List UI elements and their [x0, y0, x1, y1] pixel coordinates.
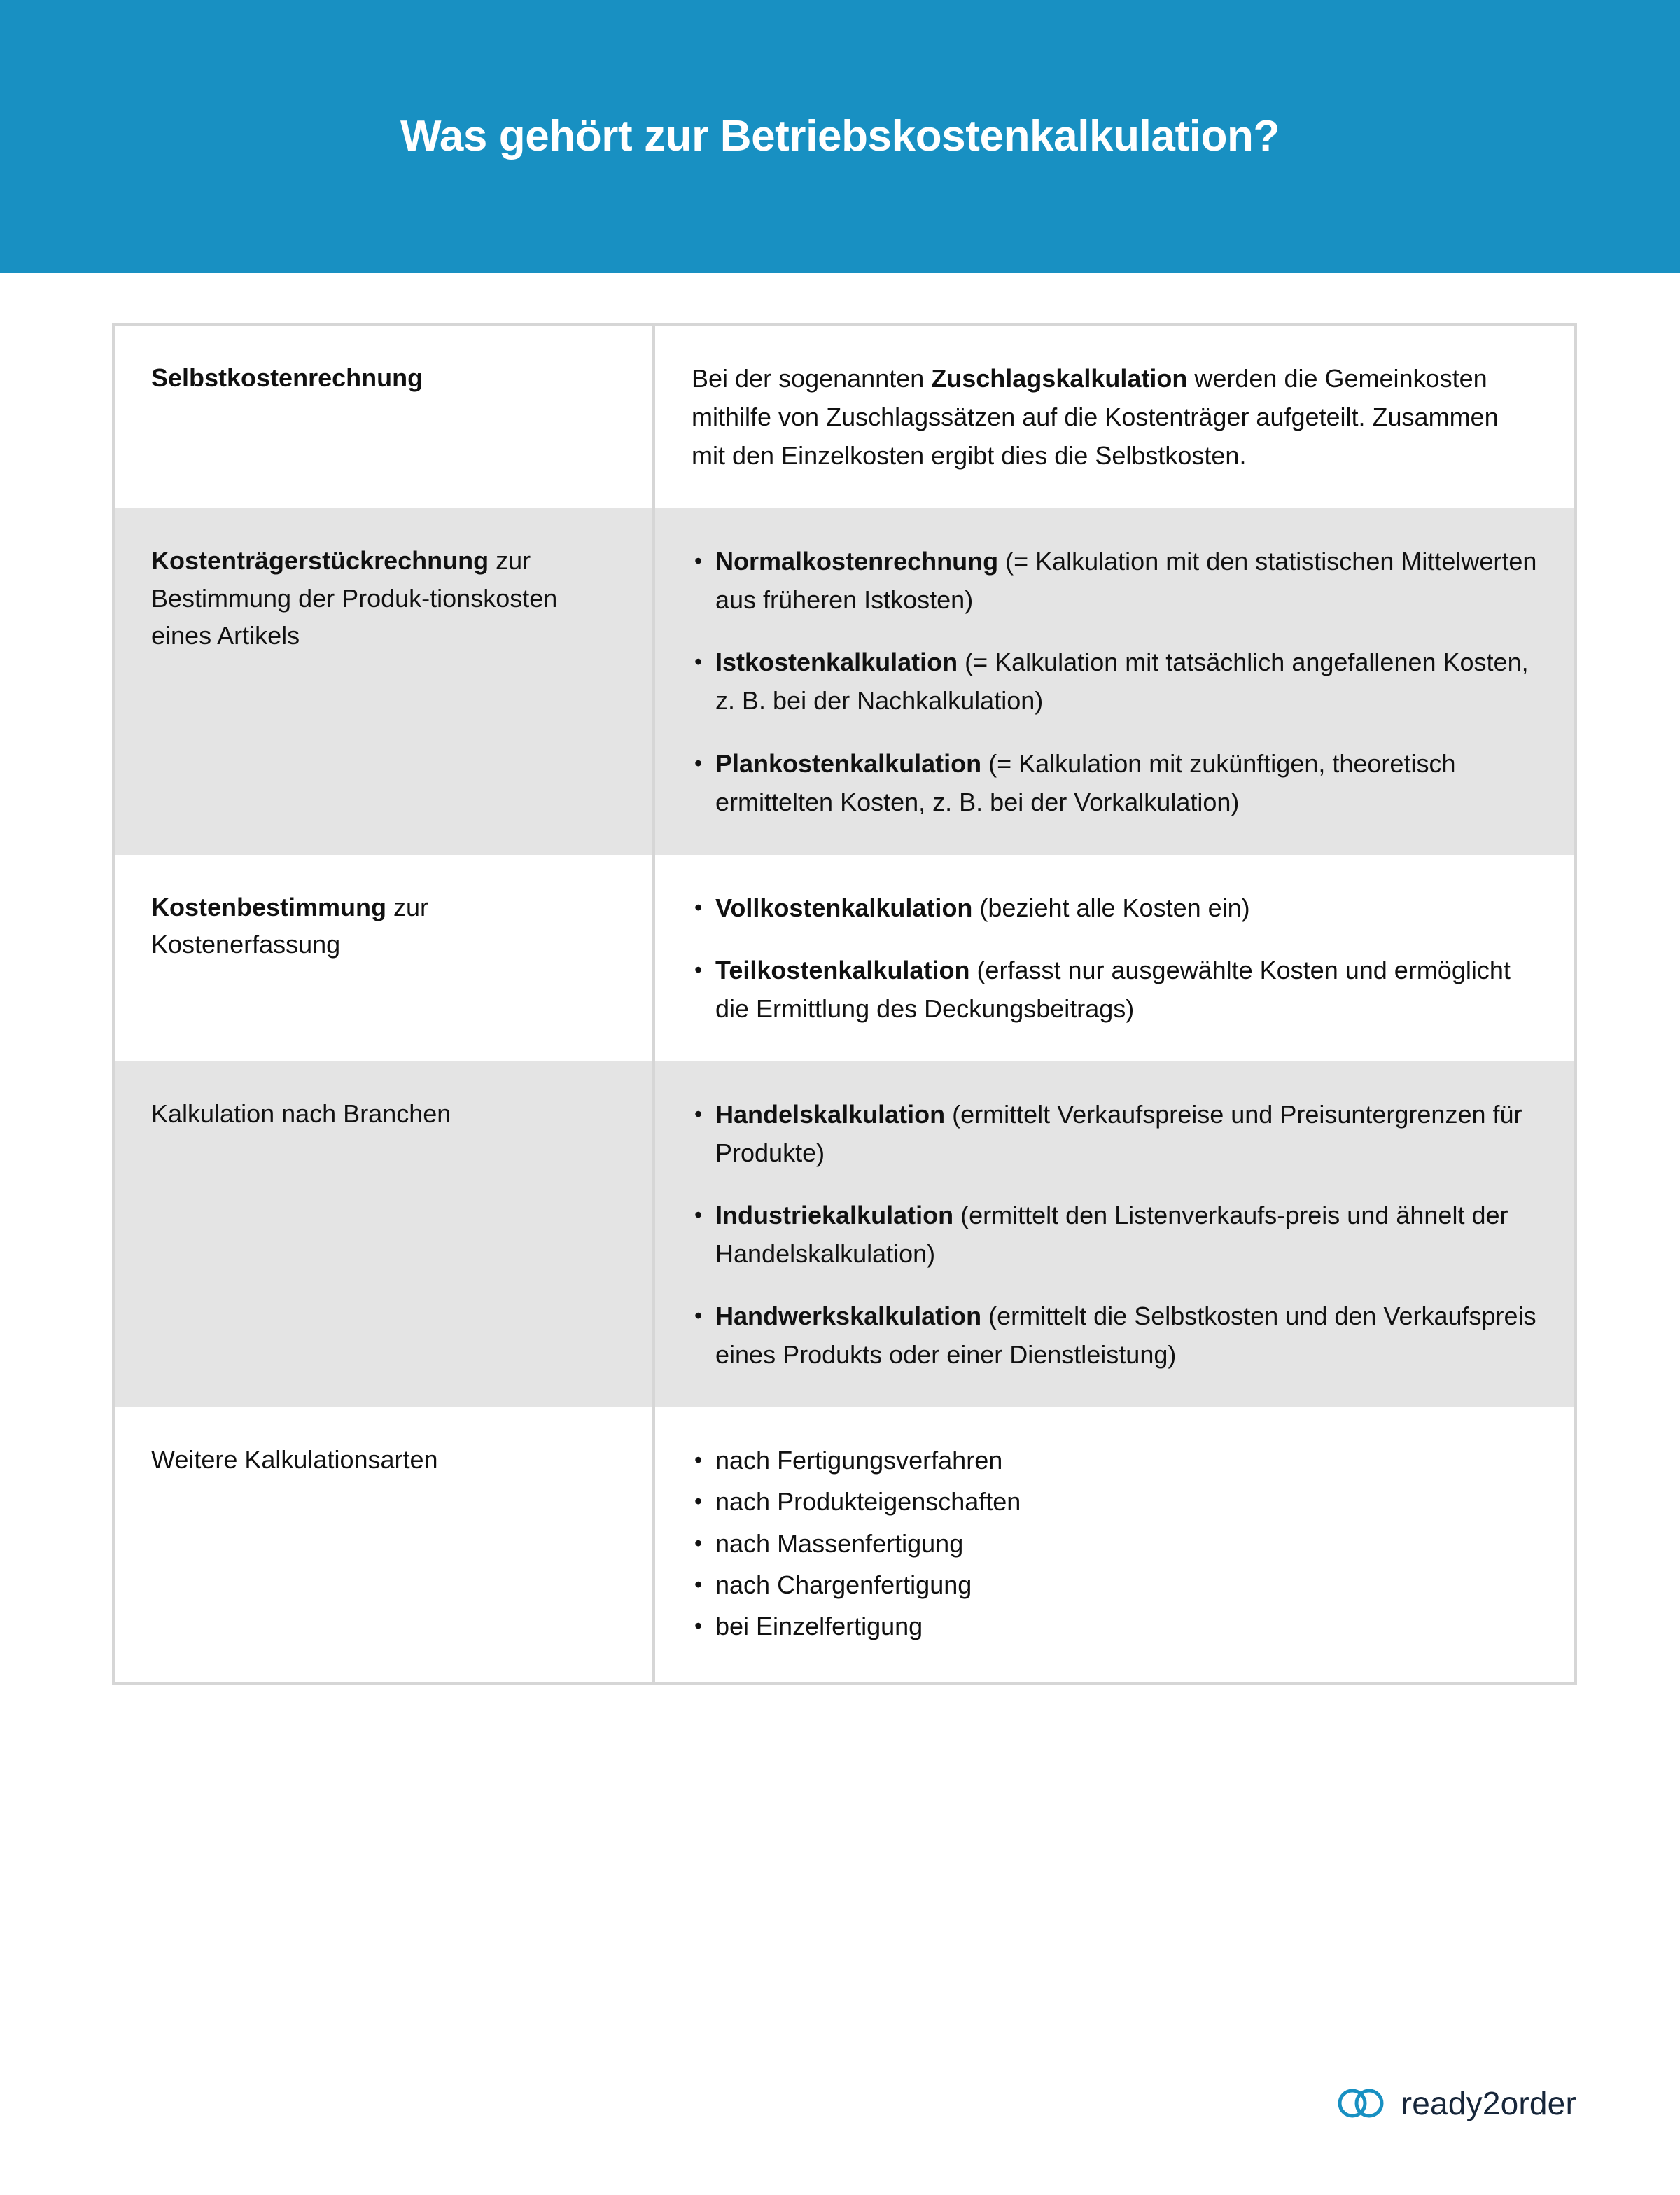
list-item: • Handelskalkulation (ermittelt Verkaufspreise und Preisuntergrenzen für Produkte)	[692, 1095, 1538, 1172]
row-detail-cell	[655, 1407, 1574, 1681]
row-category-cell	[115, 855, 655, 1061]
list-item: • Teilkostenkalkulation (erfasst nur ausgewählte Kosten und ermöglicht die Ermittlung des Deckungsbeitrags)	[692, 951, 1538, 1028]
list-item: • Industriekalkulation (ermittelt den Listenverkaufs-preis und ähnelt der Handelskalkulation)	[692, 1196, 1538, 1273]
row-category-cell	[115, 1407, 655, 1681]
ready2order-logo-icon	[1337, 2085, 1386, 2121]
row-category-label: Kostenbestimmung zur Kostenerfassung	[151, 892, 429, 959]
row-detail-cell	[655, 508, 1574, 854]
row-category-label: Kalkulation nach Branchen	[151, 1099, 451, 1128]
list-item: • nach Chargenfertigung	[692, 1566, 1538, 1604]
row-detail-list	[692, 1441, 1538, 1645]
calculation-types-table	[112, 323, 1577, 1685]
row-detail-paragraph: Bei der sogenannten Zuschlagskalkulation werden die Gemeinkosten mithilfe von Zuschlagssätzen auf die Kostenträger aufgeteilt. Zusammen mit den Einzelkosten ergibt dies die Selbstkosten.	[692, 364, 1499, 471]
brand-footer	[1337, 2085, 1576, 2121]
list-item: • nach Produkteigenschaften	[692, 1482, 1538, 1521]
list-item: • nach Fertigungsverfahren	[692, 1441, 1538, 1479]
row-category-label: Weitere Kalkulationsarten	[151, 1445, 438, 1475]
list-item: • bei Einzelfertigung	[692, 1607, 1538, 1645]
row-category-label: Kostenträgerstückrechnung zur Bestimmung der Produk-tionskosten eines Artikels	[151, 546, 558, 650]
list-item: • nach Massenfertigung	[692, 1524, 1538, 1563]
brand-name: ready2order	[1401, 2085, 1576, 2121]
row-category-label: Selbstkostenrechnung	[151, 363, 424, 392]
row-category-cell	[115, 1061, 655, 1407]
list-item: • Normalkostenrechnung (= Kalkulation mit den statistischen Mittelwerten aus früheren Istkosten)	[692, 542, 1538, 619]
page-title: Was gehört zur Betriebskostenkalkulation?	[400, 111, 1280, 160]
table-row	[115, 855, 1574, 1061]
row-detail-list	[692, 542, 1538, 821]
list-item: • Handwerkskalkulation (ermittelt die Selbstkosten und den Verkaufspreis eines Produkts oder einer Dienstleistung)	[692, 1297, 1538, 1374]
table-row	[115, 1061, 1574, 1407]
row-detail-list	[692, 1095, 1538, 1374]
row-detail-cell	[655, 1061, 1574, 1407]
list-item: • Istkostenkalkulation (= Kalkulation mit tatsächlich angefallenen Kosten, z. B. bei der Nachkalkulation)	[692, 643, 1538, 720]
row-category-cell	[115, 508, 655, 854]
list-item: • Plankostenkalkulation (= Kalkulation mit zukünftigen, theoretisch ermittelten Kosten, z. B. bei der Vorkalkulation)	[692, 744, 1538, 821]
table-row	[115, 508, 1574, 854]
table-row	[115, 1407, 1574, 1681]
row-detail-list	[692, 889, 1538, 1028]
table-row	[115, 326, 1574, 508]
list-item: • Vollkostenkalkulation (bezieht alle Kosten ein)	[692, 889, 1538, 927]
row-detail-cell	[655, 326, 1574, 508]
page-header	[0, 0, 1680, 273]
row-detail-cell	[655, 855, 1574, 1061]
row-category-cell	[115, 326, 655, 508]
